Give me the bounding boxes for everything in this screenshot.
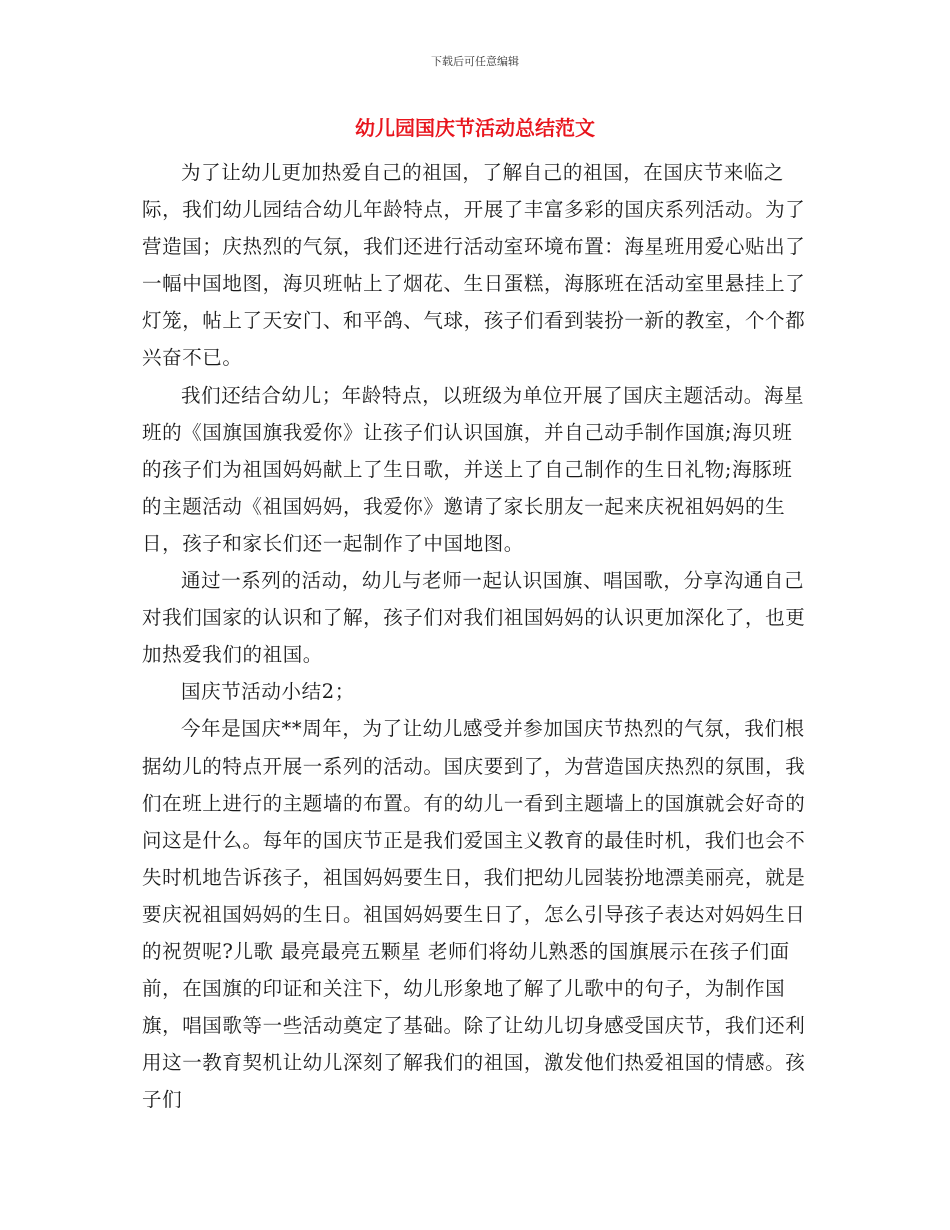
- paragraph: 通过一系列的活动，幼儿与老师一起认识国旗、唱国歌，分享沟通自己对我们国家的认识和了解，孩子们对我们祖国妈妈的认识更加深化了，也更加热爱我们的祖国。: [142, 569, 806, 667]
- document-body: [142, 154, 810, 1118]
- section-heading: 国庆节活动小结2；: [181, 680, 355, 704]
- header-note: 下载后可任意编辑: [431, 55, 519, 68]
- document-title: 幼儿园国庆节活动总结范文: [355, 116, 595, 140]
- paragraph: 今年是国庆**周年，为了让幼儿感受并参加国庆节热烈的气氛，我们根据幼儿的特点开展一系列的活动。国庆要到了，为营造国庆热烈的氛围，我们在班上进行的主题墙的布置。有的幼儿一看到主题墙上的国旗就会好奇的问这是什么。每年的国庆节正是我们爱国主义教育的最佳时机，我们也会不失时机地告诉孩子，祖国妈妈要生日，我们把幼儿园装扮地漂美丽亮，就是要庆祝祖国妈妈的生日。祖国妈妈要生日了，怎么引导孩子表达对妈妈生日的祝贺呢?儿歌 最亮最亮五颗星 老师们将幼儿熟悉的国旗展示在孩子们面前，在国旗的印证和关注下，幼儿形象地了解了儿歌中的句子，为制作国旗，唱国歌等一些活动奠定了基础。除了让幼儿切身感受国庆节，我们还利用这一教育契机让幼儿深刻了解我们的祖国，激发他们热爱祖国的情感。孩子们: [142, 717, 806, 1112]
- paragraph: 为了让幼儿更加热爱自己的祖国，了解自己的祖国，在国庆节来临之际，我们幼儿园结合幼儿年龄特点，开展了丰富多彩的国庆系列活动。为了营造国；庆热烈的气氛，我们还进行活动室环境布置：海星班用爱心贴出了一幅中国地图，海贝班帖上了烟花、生日蛋糕，海豚班在活动室里悬挂上了灯笼，帖上了天安门、和平鸽、气球，孩子们看到装扮一新的教室，个个都兴奋不已。: [142, 161, 806, 370]
- paragraph: 我们还结合幼儿；年龄特点，以班级为单位开展了国庆主题活动。海星班的《国旗国旗我爱你》让孩子们认识国旗，并自己动手制作国旗;海贝班的孩子们为祖国妈妈献上了生日歌，并送上了自己制作的生日礼物;海豚班的主题活动《祖国妈妈，我爱你》邀请了家长朋友一起来庆祝祖妈妈的生日，孩子和家长们还一起制作了中国地图。: [142, 383, 805, 555]
